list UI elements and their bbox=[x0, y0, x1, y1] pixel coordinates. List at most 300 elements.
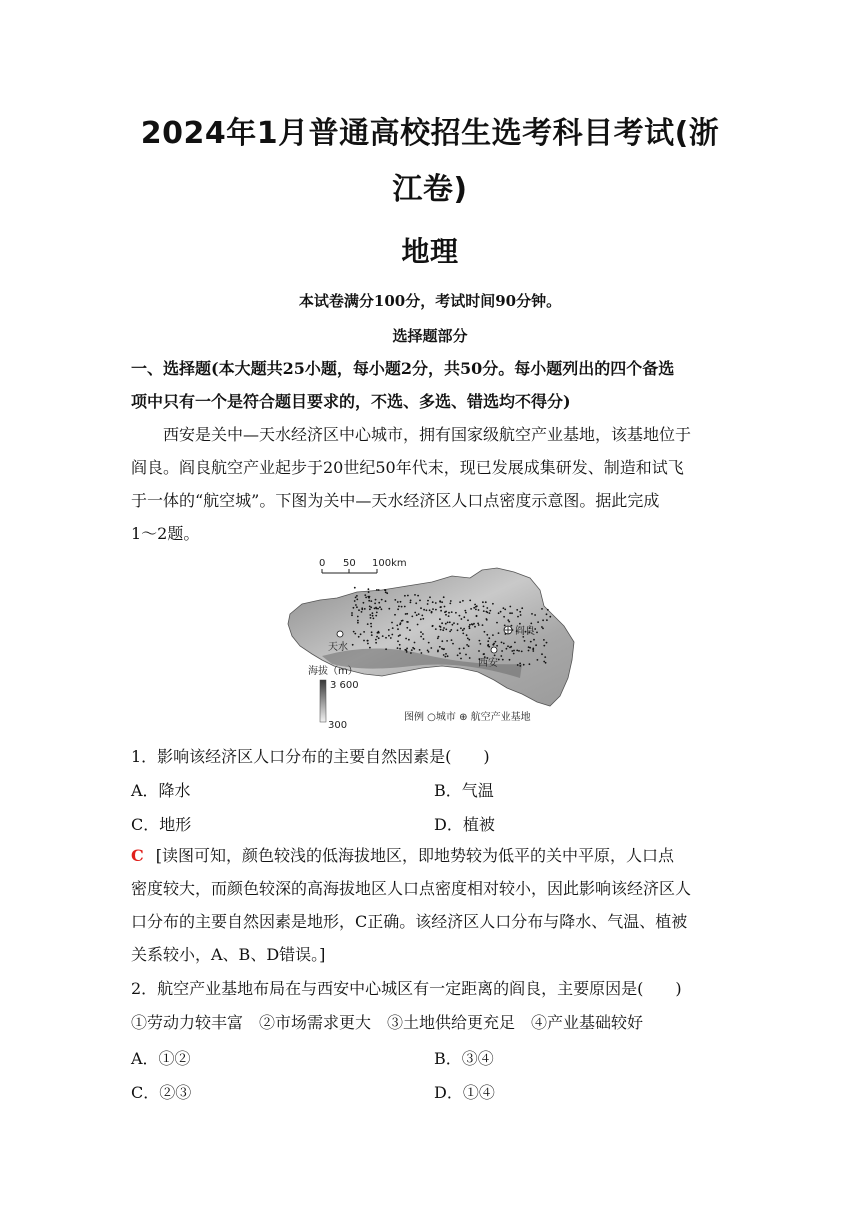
population-dot bbox=[354, 633, 356, 635]
population-dot bbox=[361, 611, 363, 613]
map-figure bbox=[282, 556, 582, 732]
population-dot bbox=[486, 619, 488, 621]
population-dot bbox=[441, 640, 443, 642]
population-dot bbox=[461, 618, 463, 620]
population-dot bbox=[488, 637, 490, 639]
q1-option-a: A．降水 bbox=[131, 781, 191, 800]
population-dot bbox=[441, 622, 443, 624]
population-dot bbox=[453, 622, 455, 624]
population-dot bbox=[357, 620, 359, 622]
population-dot bbox=[452, 643, 454, 645]
map-legend: 图例 ○城市 ⊕ 航空产业基地 bbox=[404, 712, 531, 723]
population-dot bbox=[417, 595, 419, 597]
population-dot bbox=[542, 619, 544, 621]
population-dot bbox=[546, 613, 548, 615]
population-dot bbox=[440, 629, 442, 631]
population-dot bbox=[519, 663, 521, 665]
population-dot bbox=[355, 604, 357, 606]
population-dot bbox=[421, 652, 423, 654]
population-dot bbox=[475, 609, 477, 611]
population-dot bbox=[467, 619, 469, 621]
population-dot bbox=[503, 616, 505, 618]
population-dot bbox=[414, 642, 416, 644]
population-dot bbox=[535, 644, 537, 646]
population-dot bbox=[385, 591, 387, 593]
population-dot bbox=[370, 626, 372, 628]
population-dot bbox=[408, 639, 410, 641]
q1-answer: C bbox=[131, 846, 144, 865]
population-dot bbox=[440, 606, 442, 608]
population-dot bbox=[460, 627, 462, 629]
population-dot bbox=[371, 634, 373, 636]
population-dot bbox=[432, 625, 434, 627]
population-dot bbox=[406, 649, 408, 651]
population-dot bbox=[439, 646, 441, 648]
population-dot bbox=[537, 659, 539, 661]
population-dot bbox=[422, 618, 424, 620]
population-dot bbox=[405, 638, 407, 640]
population-dot bbox=[452, 624, 454, 626]
subject-title: 地理 bbox=[401, 235, 459, 268]
population-dot bbox=[508, 621, 510, 623]
population-dot bbox=[511, 650, 513, 652]
population-dot bbox=[444, 606, 446, 608]
population-dot bbox=[459, 652, 461, 654]
population-dot bbox=[435, 628, 437, 630]
population-dot bbox=[381, 599, 383, 601]
population-dot bbox=[409, 629, 411, 631]
population-dot bbox=[419, 600, 421, 602]
population-dot bbox=[459, 615, 461, 617]
population-dot bbox=[443, 654, 445, 656]
population-dot bbox=[528, 646, 530, 648]
population-dot bbox=[360, 633, 362, 635]
svg-text:3 600: 3 600 bbox=[330, 680, 359, 691]
population-dot bbox=[428, 651, 430, 653]
q2-option-d: D．①④ bbox=[434, 1083, 495, 1102]
population-dot bbox=[519, 611, 521, 613]
population-dot bbox=[367, 623, 369, 625]
population-dot bbox=[460, 658, 462, 660]
population-dot bbox=[388, 608, 390, 610]
population-dot bbox=[368, 588, 370, 590]
population-dot bbox=[493, 643, 495, 645]
population-dot bbox=[532, 650, 534, 652]
population-dot bbox=[504, 625, 506, 627]
population-dot bbox=[370, 623, 372, 625]
population-dot bbox=[357, 616, 359, 618]
population-dot bbox=[429, 596, 431, 598]
instructions bbox=[131, 352, 733, 418]
svg-text:300: 300 bbox=[328, 720, 348, 731]
population-dot bbox=[376, 589, 378, 591]
population-dot bbox=[386, 592, 388, 594]
population-dot bbox=[541, 653, 543, 655]
q2-stem: 2．航空产业基地布局在与西安中心城区有一定距离的阎良，主要原因是( ) bbox=[131, 979, 682, 998]
population-dot bbox=[428, 642, 430, 644]
population-dot bbox=[469, 657, 471, 659]
population-dot bbox=[546, 619, 548, 621]
population-dot bbox=[477, 623, 479, 625]
passage bbox=[131, 418, 733, 550]
population-dot bbox=[447, 655, 449, 657]
population-dot bbox=[353, 607, 355, 609]
population-dot bbox=[545, 662, 547, 664]
population-dot bbox=[511, 612, 513, 614]
population-dot bbox=[485, 601, 487, 603]
population-dot bbox=[513, 650, 515, 652]
population-dot bbox=[385, 589, 387, 591]
population-dot bbox=[355, 597, 357, 599]
population-dot bbox=[423, 638, 425, 640]
q1-explanation bbox=[131, 839, 733, 971]
population-dot bbox=[480, 643, 482, 645]
population-dot bbox=[496, 645, 498, 647]
population-dot bbox=[369, 608, 371, 610]
population-dot bbox=[374, 603, 376, 605]
population-dot bbox=[439, 601, 441, 603]
section-title: 选择题部分 bbox=[392, 327, 468, 345]
population-dot bbox=[352, 644, 354, 646]
instructions-line2: 项中只有一个是符合题目要求的，不选、多选、错选均不得分) bbox=[131, 392, 571, 411]
population-dot bbox=[506, 648, 508, 650]
population-dot bbox=[356, 599, 358, 601]
population-dot bbox=[423, 609, 425, 611]
population-dot bbox=[478, 624, 480, 626]
population-dot bbox=[446, 640, 448, 642]
population-dot bbox=[379, 606, 381, 608]
population-dot bbox=[533, 639, 535, 641]
population-dot bbox=[470, 608, 472, 610]
population-dot bbox=[443, 627, 445, 629]
population-dot bbox=[483, 653, 485, 655]
population-dot bbox=[441, 601, 443, 603]
svg-text:西安: 西安 bbox=[478, 658, 498, 669]
population-dot bbox=[385, 648, 387, 650]
population-dot bbox=[475, 606, 477, 608]
elevation-legend bbox=[308, 664, 359, 731]
scale-label-100: 100km bbox=[372, 558, 407, 569]
population-dot bbox=[541, 626, 543, 628]
population-dot bbox=[469, 624, 471, 626]
population-dot bbox=[444, 611, 446, 613]
population-dot bbox=[385, 637, 387, 639]
population-dot bbox=[511, 625, 513, 627]
population-dot bbox=[410, 600, 412, 602]
q1-option-b: B．气温 bbox=[434, 781, 494, 800]
population-dot bbox=[399, 624, 401, 626]
q2-option-a: A．①② bbox=[131, 1049, 191, 1068]
population-dot bbox=[469, 600, 471, 602]
population-dot bbox=[498, 632, 500, 634]
q2-items: ①劳动力较丰富 ②市场需求更大 ③土地供给更充足 ④产业基础较好 bbox=[131, 1013, 644, 1032]
population-dot bbox=[466, 644, 468, 646]
population-dot bbox=[388, 635, 390, 637]
population-dot bbox=[468, 626, 470, 628]
population-dot bbox=[404, 606, 406, 608]
population-dot bbox=[356, 606, 358, 608]
population-dot bbox=[407, 595, 409, 597]
population-dot bbox=[376, 612, 378, 614]
passage-line2: 阎良。阎良航空产业起步于20世纪50年代末，现已发展成集研发、制造和试飞 bbox=[131, 458, 684, 477]
population-dot bbox=[473, 607, 475, 609]
population-dot bbox=[483, 606, 485, 608]
population-dot bbox=[440, 610, 442, 612]
population-dot bbox=[450, 600, 452, 602]
population-dot bbox=[514, 642, 516, 644]
population-dot bbox=[439, 618, 441, 620]
population-dot bbox=[381, 608, 383, 610]
population-dot bbox=[519, 623, 521, 625]
population-dot bbox=[411, 649, 413, 651]
population-dot bbox=[369, 647, 371, 649]
population-dot bbox=[524, 640, 526, 642]
scale-bar bbox=[319, 558, 407, 573]
population-dot bbox=[546, 642, 548, 644]
population-dot bbox=[364, 608, 366, 610]
population-dot bbox=[457, 623, 459, 625]
population-dot bbox=[358, 609, 360, 611]
population-dot bbox=[457, 654, 459, 656]
population-dot bbox=[413, 648, 415, 650]
population-dot bbox=[450, 629, 452, 631]
population-dot bbox=[419, 649, 421, 651]
population-dot bbox=[438, 636, 440, 638]
population-dot bbox=[371, 631, 373, 633]
population-dot bbox=[464, 610, 466, 612]
population-dot bbox=[443, 596, 445, 598]
population-dot bbox=[427, 650, 429, 652]
q1-option-d: D．植被 bbox=[434, 815, 495, 834]
population-dot bbox=[489, 612, 491, 614]
population-dot bbox=[375, 607, 377, 609]
population-dot bbox=[474, 626, 476, 628]
population-dot bbox=[462, 600, 464, 602]
population-dot bbox=[370, 600, 372, 602]
population-dot bbox=[398, 606, 400, 608]
population-dot bbox=[462, 629, 464, 631]
population-dot bbox=[394, 599, 396, 601]
population-dot bbox=[543, 645, 545, 647]
passage-line3: 于一体的“航空城”。下图为关中—天水经济区人口点密度示意图。据此完成 bbox=[131, 491, 660, 510]
population-dot bbox=[431, 611, 433, 613]
population-dot bbox=[373, 618, 375, 620]
population-dot bbox=[466, 634, 468, 636]
population-dot bbox=[406, 621, 408, 623]
population-dot bbox=[367, 643, 369, 645]
population-dot bbox=[399, 648, 401, 650]
population-dot bbox=[459, 601, 461, 603]
q1-explanation-line1: [读图可知，颜色较浅的低海拔地区，即地势较为低平的关中平原，人口点 bbox=[155, 846, 674, 865]
population-dot bbox=[465, 654, 467, 656]
population-dot bbox=[378, 637, 380, 639]
population-dot bbox=[510, 646, 512, 648]
population-dot bbox=[503, 607, 505, 609]
population-dot bbox=[544, 656, 546, 658]
population-dot bbox=[459, 648, 461, 650]
population-dot bbox=[509, 659, 511, 661]
exam-title-line2: 江卷) bbox=[392, 172, 468, 207]
population-dot bbox=[504, 609, 506, 611]
population-dot bbox=[390, 637, 392, 639]
population-dot bbox=[498, 659, 500, 661]
population-dot bbox=[534, 614, 536, 616]
population-dot bbox=[364, 594, 366, 596]
population-dot bbox=[391, 622, 393, 624]
population-dot bbox=[463, 647, 465, 649]
passage-line1: 西安是关中—天水经济区中心城市，拥有国家级航空产业基地，该基地位于 bbox=[163, 425, 692, 444]
population-dot bbox=[520, 614, 522, 616]
population-dot bbox=[445, 653, 447, 655]
q1-stem: 1．影响该经济区人口分布的主要自然因素是( ) bbox=[131, 747, 490, 766]
population-dot bbox=[445, 623, 447, 625]
svg-text:阎良: 阎良 bbox=[515, 626, 535, 637]
population-dot bbox=[358, 636, 360, 638]
population-dot bbox=[368, 591, 370, 593]
population-dot bbox=[391, 634, 393, 636]
q2-option-c: C．②③ bbox=[131, 1083, 192, 1102]
population-dot bbox=[397, 647, 399, 649]
population-dot bbox=[529, 663, 531, 665]
population-dot bbox=[486, 634, 488, 636]
population-dot bbox=[399, 644, 401, 646]
q1-explanation-line4: 关系较小，A、B、D错误。] bbox=[131, 945, 326, 964]
population-dot bbox=[442, 629, 444, 631]
population-dot bbox=[482, 601, 484, 603]
exam-title-line1: 2024年1月普通高校招生选考科目考试(浙 bbox=[140, 116, 720, 151]
population-dot bbox=[368, 600, 370, 602]
population-dot bbox=[484, 631, 486, 633]
population-dot bbox=[523, 664, 525, 666]
population-dot bbox=[465, 612, 467, 614]
population-dot bbox=[420, 618, 422, 620]
passage-line4: 1～2题。 bbox=[131, 524, 200, 543]
population-dot bbox=[370, 617, 372, 619]
population-dot bbox=[483, 610, 485, 612]
population-dot bbox=[422, 633, 424, 635]
population-dot bbox=[516, 609, 518, 611]
population-dot bbox=[530, 623, 532, 625]
q2-option-b: B．③④ bbox=[434, 1049, 494, 1068]
population-dot bbox=[372, 612, 374, 614]
population-dot bbox=[487, 640, 489, 642]
population-dot bbox=[469, 627, 471, 629]
population-dot bbox=[363, 602, 365, 604]
population-dot bbox=[378, 631, 380, 633]
population-dot bbox=[437, 651, 439, 653]
population-dot bbox=[420, 636, 422, 638]
population-dot bbox=[357, 622, 359, 624]
population-dot bbox=[449, 603, 451, 605]
population-dot bbox=[487, 612, 489, 614]
population-dot bbox=[441, 648, 443, 650]
population-dot bbox=[399, 634, 401, 636]
population-dot bbox=[494, 655, 496, 657]
population-dot bbox=[457, 629, 459, 631]
population-dot bbox=[415, 602, 417, 604]
population-dot bbox=[363, 631, 365, 633]
population-dot bbox=[487, 645, 489, 647]
population-dot bbox=[397, 640, 399, 642]
population-dot bbox=[547, 609, 549, 611]
population-dot bbox=[367, 596, 369, 598]
population-dot bbox=[509, 612, 511, 614]
population-dot bbox=[543, 661, 545, 663]
population-dot bbox=[486, 607, 488, 609]
population-dot bbox=[404, 595, 406, 597]
population-dot bbox=[376, 636, 378, 638]
population-dot bbox=[445, 614, 447, 616]
population-dot bbox=[351, 614, 353, 616]
population-dot bbox=[507, 619, 509, 621]
population-dot bbox=[372, 615, 374, 617]
q1-option-c: C．地形 bbox=[131, 815, 192, 834]
population-dot bbox=[476, 615, 478, 617]
population-dot bbox=[530, 641, 532, 643]
population-dot bbox=[500, 655, 502, 657]
population-dot bbox=[416, 614, 418, 616]
population-dot bbox=[418, 613, 420, 615]
scale-label-0: 0 bbox=[319, 558, 326, 569]
population-dot bbox=[406, 648, 408, 650]
population-dot bbox=[439, 625, 441, 627]
q1-explanation-line3: 口分布的主要自然因素是地形，C正确。该经济区人口分布与降水、气温、植被 bbox=[131, 912, 688, 931]
population-dot bbox=[375, 599, 377, 601]
population-dot bbox=[500, 611, 502, 613]
population-dot bbox=[369, 606, 371, 608]
population-dot bbox=[392, 627, 394, 629]
population-dot bbox=[375, 615, 377, 617]
population-dot bbox=[435, 609, 437, 611]
population-dot bbox=[468, 639, 470, 641]
population-dot bbox=[462, 633, 464, 635]
population-dot bbox=[549, 616, 551, 618]
population-dot bbox=[542, 628, 544, 630]
population-dot bbox=[356, 595, 358, 597]
population-dot bbox=[503, 643, 505, 645]
population-dot bbox=[421, 615, 423, 617]
population-dot bbox=[467, 638, 469, 640]
population-dot bbox=[353, 631, 355, 633]
population-dot bbox=[369, 614, 371, 616]
population-dot bbox=[455, 612, 457, 614]
population-dot bbox=[518, 650, 520, 652]
population-dot bbox=[354, 587, 356, 589]
population-dot bbox=[432, 608, 434, 610]
population-dot bbox=[498, 612, 500, 614]
scale-label-50: 50 bbox=[343, 558, 356, 569]
population-dot bbox=[426, 609, 428, 611]
population-density-map bbox=[282, 556, 582, 732]
population-dot bbox=[382, 635, 384, 637]
population-dot bbox=[463, 616, 465, 618]
population-dot bbox=[528, 650, 530, 652]
population-dot bbox=[519, 665, 521, 667]
population-dot bbox=[501, 650, 503, 652]
population-dot bbox=[377, 608, 379, 610]
population-dot bbox=[516, 650, 518, 652]
population-dot bbox=[411, 616, 413, 618]
population-dot bbox=[471, 623, 473, 625]
population-dot bbox=[417, 624, 419, 626]
population-dot bbox=[420, 631, 422, 633]
population-dot bbox=[397, 608, 399, 610]
population-dot bbox=[432, 601, 434, 603]
population-dot bbox=[536, 632, 538, 634]
population-dot bbox=[375, 642, 377, 644]
population-dot bbox=[449, 631, 451, 633]
population-dot bbox=[401, 606, 403, 608]
